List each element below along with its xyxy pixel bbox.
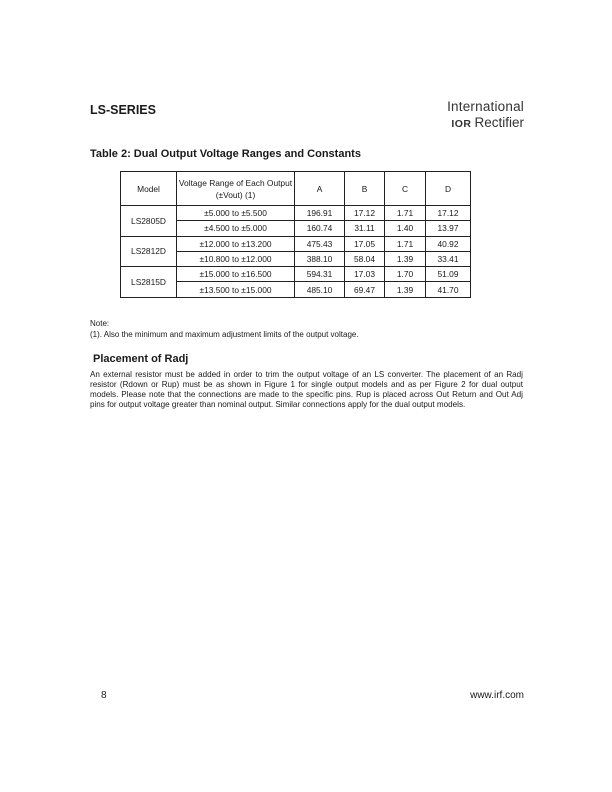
c-cell: 1.39 — [385, 251, 426, 266]
header-b: B — [345, 172, 385, 206]
section-body: An external resistor must be added in order to trim the output voltage of an LS converter. The placement of an Radj resistor (Rdown or Rup) must be as shown in Figure 1 for single output models and as per Figure 2 for dual output models. Please note that the connections are made to the specific pins. Rup is placed across Out Return and Out Adj pins for output voltage greater than nominal output. Similar connections apply for the dual output models. — [90, 370, 523, 409]
model-cell: LS2815D — [121, 267, 177, 298]
header-range-line1: Voltage Range of Each Output — [178, 177, 293, 188]
table-row — [121, 267, 471, 282]
b-cell: 17.12 — [345, 206, 385, 221]
note-label: Note: — [90, 319, 110, 328]
range-cell: ±13.500 to ±15.000 — [177, 282, 295, 297]
table-row — [121, 236, 471, 251]
a-cell: 485.10 — [295, 282, 345, 297]
b-cell: 17.05 — [345, 236, 385, 251]
header-voltage-range — [177, 172, 295, 206]
table-title: Table 2: Dual Output Voltage Ranges and Constants — [90, 148, 361, 160]
c-cell: 1.40 — [385, 221, 426, 236]
a-cell: 196.91 — [295, 206, 345, 221]
section-title: Placement of Radj — [93, 353, 189, 365]
d-cell: 13.97 — [426, 221, 471, 236]
model-cell: LS2812D — [121, 236, 177, 267]
b-cell: 31.11 — [345, 221, 385, 236]
d-cell: 51.09 — [426, 267, 471, 282]
d-cell: 17.12 — [426, 206, 471, 221]
range-cell: ±4.500 to ±5.000 — [177, 221, 295, 236]
website-link[interactable]: www.irf.com — [470, 690, 524, 701]
logo-line-rectifier — [430, 115, 524, 132]
header-c: C — [385, 172, 426, 206]
range-cell: ±10.800 to ±12.000 — [177, 251, 295, 266]
header-a: A — [295, 172, 345, 206]
a-cell: 594.31 — [295, 267, 345, 282]
header-d: D — [426, 172, 471, 206]
d-cell: 40.92 — [426, 236, 471, 251]
a-cell: 475.43 — [295, 236, 345, 251]
voltage-ranges-table — [120, 171, 471, 298]
ior-logo-mark: IOR — [451, 118, 472, 130]
page-number: 8 — [101, 690, 107, 701]
range-cell: ±12.000 to ±13.200 — [177, 236, 295, 251]
header-range-line2: (±Vout) (1) — [215, 189, 256, 200]
table-header-row — [121, 172, 471, 206]
d-cell: 41.70 — [426, 282, 471, 297]
range-cell: ±15.000 to ±16.500 — [177, 267, 295, 282]
table-row — [121, 206, 471, 221]
logo-rectifier-text: Rectifier — [474, 115, 524, 130]
c-cell: 1.71 — [385, 206, 426, 221]
company-logo — [430, 99, 524, 132]
b-cell: 17.03 — [345, 267, 385, 282]
model-cell: LS2805D — [121, 206, 177, 237]
range-cell: ±5.000 to ±5.500 — [177, 206, 295, 221]
b-cell: 58.04 — [345, 251, 385, 266]
c-cell: 1.71 — [385, 236, 426, 251]
table-note — [90, 318, 359, 340]
c-cell: 1.70 — [385, 267, 426, 282]
header-model: Model — [121, 172, 177, 206]
d-cell: 33.41 — [426, 251, 471, 266]
series-title: LS-SERIES — [90, 103, 156, 117]
a-cell: 388.10 — [295, 251, 345, 266]
note-text: (1). Also the minimum and maximum adjustment limits of the output voltage. — [90, 330, 359, 339]
logo-line-international: International — [447, 99, 524, 114]
a-cell: 160.74 — [295, 221, 345, 236]
b-cell: 69.47 — [345, 282, 385, 297]
c-cell: 1.39 — [385, 282, 426, 297]
